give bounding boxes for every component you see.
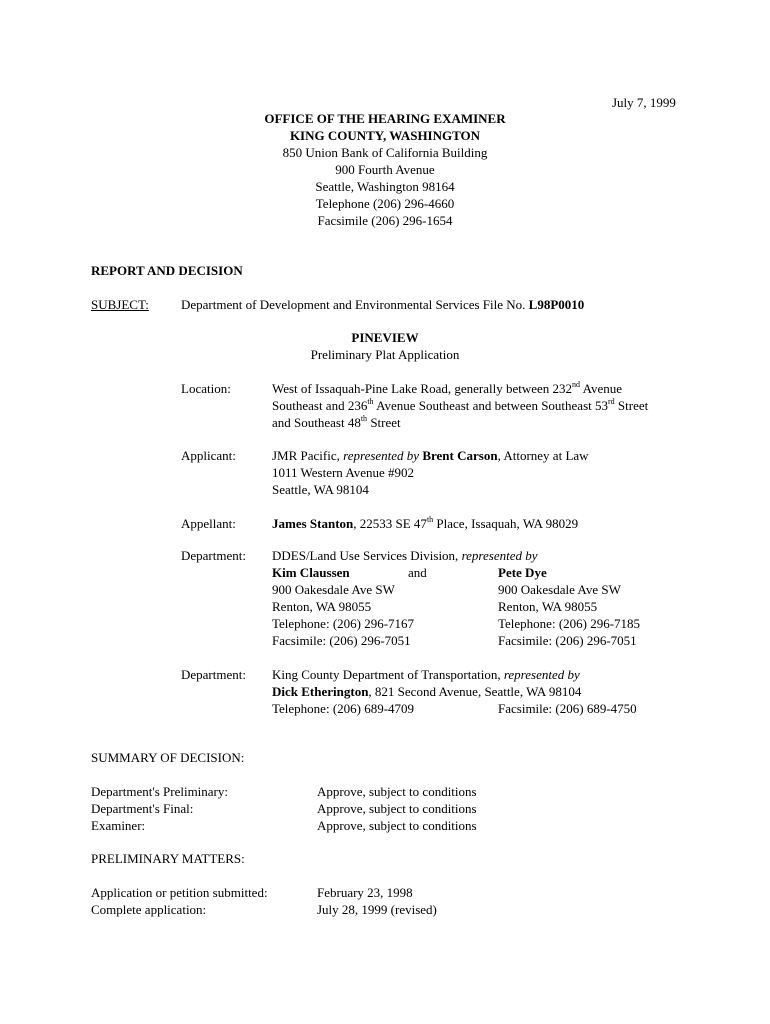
office-address-line: Seattle, Washington 98164 (315, 179, 455, 194)
represented-by: represented by (503, 667, 580, 682)
contact-name: Pete Dye (498, 565, 547, 580)
applicant-city: Seattle, WA 98104 (272, 482, 369, 497)
report-title: REPORT AND DECISION (91, 263, 243, 278)
office-header (0, 110, 770, 229)
contact-address: 900 Oakesdale Ave SW (498, 582, 621, 597)
department-label: Department: (181, 667, 246, 682)
location-text: Avenue Southeast and between Southeast 53 (373, 398, 608, 413)
department-representative (272, 683, 581, 700)
represented-by: represented by (343, 448, 420, 463)
applicant-label: Applicant: (181, 448, 236, 463)
location-text: and Southeast 48 (272, 415, 361, 430)
department-label: Department: (181, 548, 246, 563)
location-line (272, 414, 401, 431)
contact-city: Renton, WA 98055 (272, 599, 372, 614)
department-telephone: Telephone: (206) 689-4709 (272, 701, 415, 716)
summary-row-label: Department's Preliminary: (91, 784, 229, 799)
applicant-line (272, 447, 589, 464)
summary-title: SUMMARY OF DECISION: (91, 750, 245, 765)
representative-address: , 821 Second Avenue, Seattle, WA 98104 (368, 684, 582, 699)
ordinal-suffix: nd (572, 379, 581, 389)
contact-address: 900 Oakesdale Ave SW (272, 582, 395, 597)
preliminary-row-value: February 23, 1998 (317, 885, 413, 900)
summary-row-value: Approve, subject to conditions (317, 784, 477, 799)
ordinal-suffix: rd (608, 396, 615, 406)
department-division (272, 547, 538, 564)
representative-name: Dick Etherington (272, 684, 369, 699)
represented-by: represented by (461, 548, 538, 563)
location-text: Avenue (580, 381, 623, 396)
summary-row-value: Approve, subject to conditions (317, 818, 477, 833)
contact-name: Kim Claussen (272, 565, 350, 580)
subject-label: SUBJECT: (91, 297, 149, 312)
office-facsimile: Facsimile (206) 296-1654 (317, 213, 453, 228)
applicant-representative: Brent Carson (422, 448, 498, 463)
location-text: West of Issaquah-Pine Lake Road, generally between 232 (272, 381, 573, 396)
contact-city: Renton, WA 98055 (498, 599, 598, 614)
ordinal-suffix: th (367, 396, 374, 406)
location-text: Street (614, 398, 649, 413)
location-label: Location: (181, 381, 231, 396)
summary-row-label: Examiner: (91, 818, 146, 833)
subject-text (181, 296, 584, 313)
preliminary-title: PRELIMINARY MATTERS: (91, 851, 245, 866)
contact-telephone: Telephone: (206) 296-7185 (498, 616, 641, 631)
representative-title: , Attorney at Law (497, 448, 589, 463)
file-number: L98P0010 (528, 297, 585, 312)
subject-description: Department of Development and Environmental Services File No. (181, 297, 526, 312)
office-name: OFFICE OF THE HEARING EXAMINER (264, 111, 506, 126)
contact-facsimile: Facsimile: (206) 296-7051 (498, 633, 637, 648)
preliminary-row-label: Application or petition submitted: (91, 885, 268, 900)
summary-row-value: Approve, subject to conditions (317, 801, 477, 816)
office-address-line: 850 Union Bank of California Building (282, 145, 488, 160)
contact-telephone: Telephone: (206) 296-7167 (272, 616, 415, 631)
department-org (272, 666, 580, 683)
appellant-address: Place, Issaquah, WA 98029 (433, 516, 579, 531)
appellant-address: , 22533 SE 47 (353, 516, 427, 531)
contact-facsimile: Facsimile: (206) 296-7051 (272, 633, 411, 648)
location-line (272, 397, 648, 414)
applicant-name: JMR Pacific, (272, 448, 344, 463)
report-date: July 7, 1999 (612, 95, 676, 110)
project-type: Preliminary Plat Application (310, 347, 460, 362)
office-address-line: 900 Fourth Avenue (335, 162, 435, 177)
division-name: DDES/Land Use Services Division, (272, 548, 462, 563)
org-name: King County Department of Transportation, (272, 667, 504, 682)
appellant-name: James Stanton (272, 516, 354, 531)
project-name: PINEVIEW (351, 330, 419, 345)
preliminary-row-label: Complete application: (91, 902, 207, 917)
appellant-label: Appellant: (181, 516, 236, 531)
ordinal-suffix: th (360, 413, 368, 423)
applicant-address: 1011 Western Avenue #902 (272, 465, 415, 480)
appellant-line (272, 515, 578, 532)
preliminary-row-value: July 28, 1999 (revised) (317, 902, 437, 917)
office-telephone: Telephone (206) 296-4660 (315, 196, 455, 211)
summary-row-label: Department's Final: (91, 801, 194, 816)
office-county: KING COUNTY, WASHINGTON (289, 128, 481, 143)
department-facsimile: Facsimile: (206) 689-4750 (498, 701, 637, 716)
location-text: Southeast and 236 (272, 398, 368, 413)
and-conjunction: and (408, 565, 427, 580)
ordinal-suffix: th (426, 514, 434, 524)
location-text: Street (367, 415, 401, 430)
location-line (272, 380, 622, 397)
